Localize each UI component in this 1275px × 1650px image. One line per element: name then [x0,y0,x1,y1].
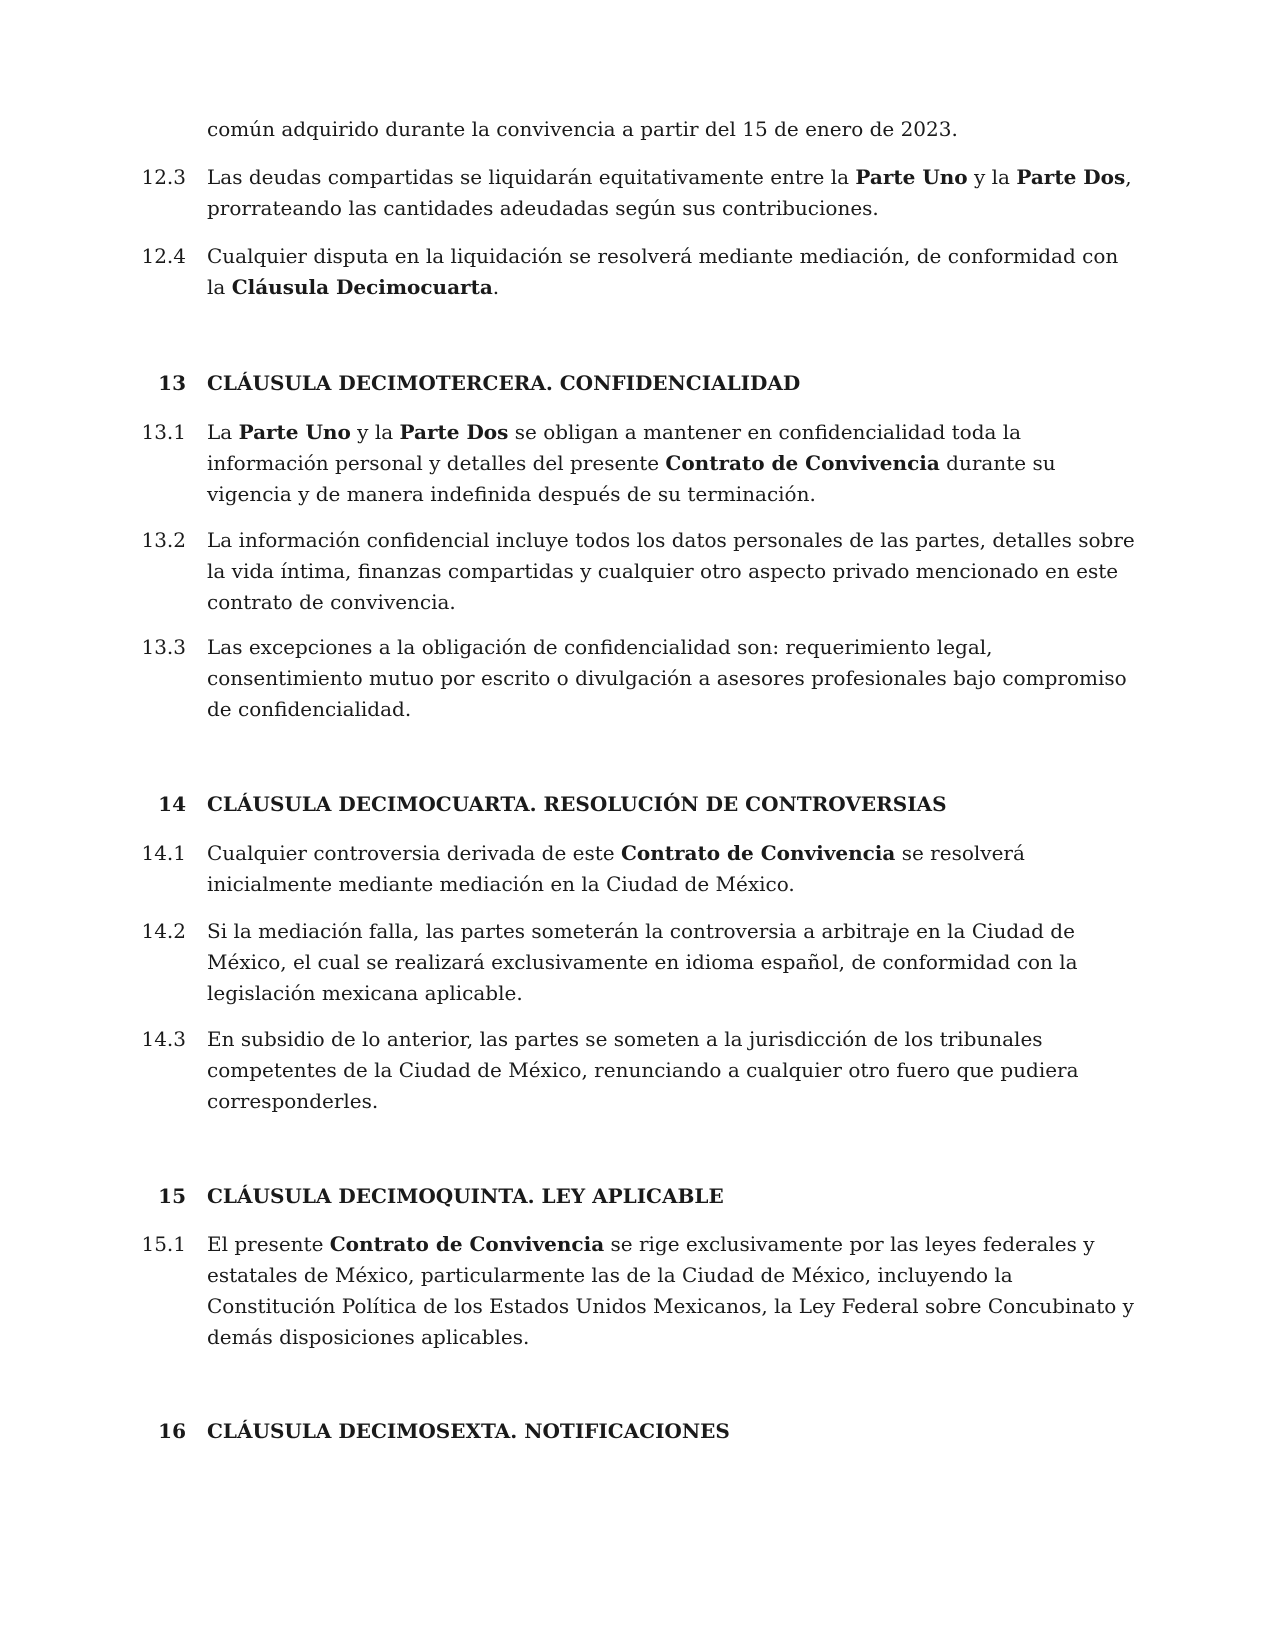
clause-heading-number: 13 [158,371,186,395]
clause-item-text [207,241,1142,303]
text-run: Cualquier disputa en la liquidación se resolverá mediante mediación, de conformidad con la [207,244,1119,299]
text-run: y la [967,165,1017,189]
clause-item-number: 13.3 [141,635,186,659]
text-run: . [492,275,500,299]
clause-heading-title [207,1181,1142,1212]
text-run: Las deudas compartidas se liquidarán equitativamente entre la [207,165,856,189]
bold-term: Cláusula Decimocuarta [231,275,493,299]
text-run: se obligan a mantener en confidencialidad toda la información personal y detalles del presente [207,420,1022,475]
text-run: Si la mediación falla, las partes someterán la controversia a arbitraje en la Ciudad de México, el cual se realizará exclusivamente en idioma español, de conformidad con la legislación mexicana aplicable. [207,919,1078,1005]
text-run: La [207,420,239,444]
clause-heading-number: 14 [158,792,186,816]
clause-item-number: 12.3 [141,165,186,189]
clause-item-text [207,1024,1142,1117]
clause-heading-title [207,789,1142,820]
clause-heading-title [207,368,1142,399]
clause-item-number: 14.1 [141,841,186,865]
text-run: y la [350,420,400,444]
bold-term: Parte Uno [855,165,968,189]
bold-term: Contrato de Convivencia [620,841,896,865]
text-run: Las excepciones a la obligación de confidencialidad son: requerimiento legal, consentimiento mutuo por escrito o divulgación a asesores profesionales bajo compromiso de confidencialidad. [207,635,1127,721]
text-run: El presente [207,1232,330,1256]
text-run: durante su vigencia y de manera indefinida después de su terminación. [207,451,1056,506]
clause-item-number: 13.1 [141,420,186,444]
text-run: CLÁUSULA DECIMOQUINTA. LEY APLICABLE [207,1184,724,1208]
continuation-text: común adquirido durante la convivencia a partir del 15 de enero de 2023. [207,117,958,141]
bold-term: Parte Dos [1016,165,1126,189]
text-run: La información confidencial incluye todos los datos personales de las partes, detalles sobre la vida íntima, finanzas compartidas y cualquier otro aspecto privado mencionado en este contrato de convivencia. [207,528,1135,614]
bold-term: Parte Dos [399,420,509,444]
text-run: se resolverá inicialmente mediante mediación en la Ciudad de México. [207,841,1025,896]
clause-item-number: 12.4 [141,244,186,268]
text-run: , prorrateando las cantidades adeudadas según sus contribuciones. [207,165,1132,220]
clause-heading-title [207,1416,1142,1447]
clause-item-number: 15.1 [141,1232,186,1256]
text-run: En subsidio de lo anterior, las partes se someten a la jurisdicción de los tribunales competentes de la Ciudad de México, renunciando a cualquier otro fuero que pudiera corresponderles. [207,1027,1079,1113]
clause-item-text [207,632,1142,725]
text-run: CLÁUSULA DECIMOSEXTA. NOTIFICACIONES [207,1419,730,1443]
bold-term: Contrato de Convivencia [329,1232,605,1256]
clause-item-number: 14.3 [141,1027,186,1051]
bold-term: Contrato de Convivencia [665,451,940,475]
clause-item-text [207,916,1142,1009]
clause-item-number: 13.2 [141,528,186,552]
clause-item-text [207,525,1142,618]
text-run: se rige exclusivamente por las leyes federales y estatales de México, particularmente las de la Ciudad de México, incluyendo la Constitución Política de los Estados Unidos Mexicanos, la Ley Federal sobre Concubinato y demás disposiciones aplicables. [207,1232,1134,1349]
clause-item-text [207,838,1142,900]
clause-heading-number: 15 [158,1184,186,1208]
clause-item-text [207,162,1142,224]
clause-item-text [207,417,1142,510]
bold-term: Parte Uno [238,420,351,444]
clause-item-text [207,1229,1142,1353]
text-run: CLÁUSULA DECIMOCUARTA. RESOLUCIÓN DE CONTROVERSIAS [207,792,947,816]
text-run: Cualquier controversia derivada de este [207,841,621,865]
clause-heading-number: 16 [158,1419,186,1443]
text-run: CLÁUSULA DECIMOTERCERA. CONFIDENCIALIDAD [207,371,801,395]
clause-item-number: 14.2 [141,919,186,943]
